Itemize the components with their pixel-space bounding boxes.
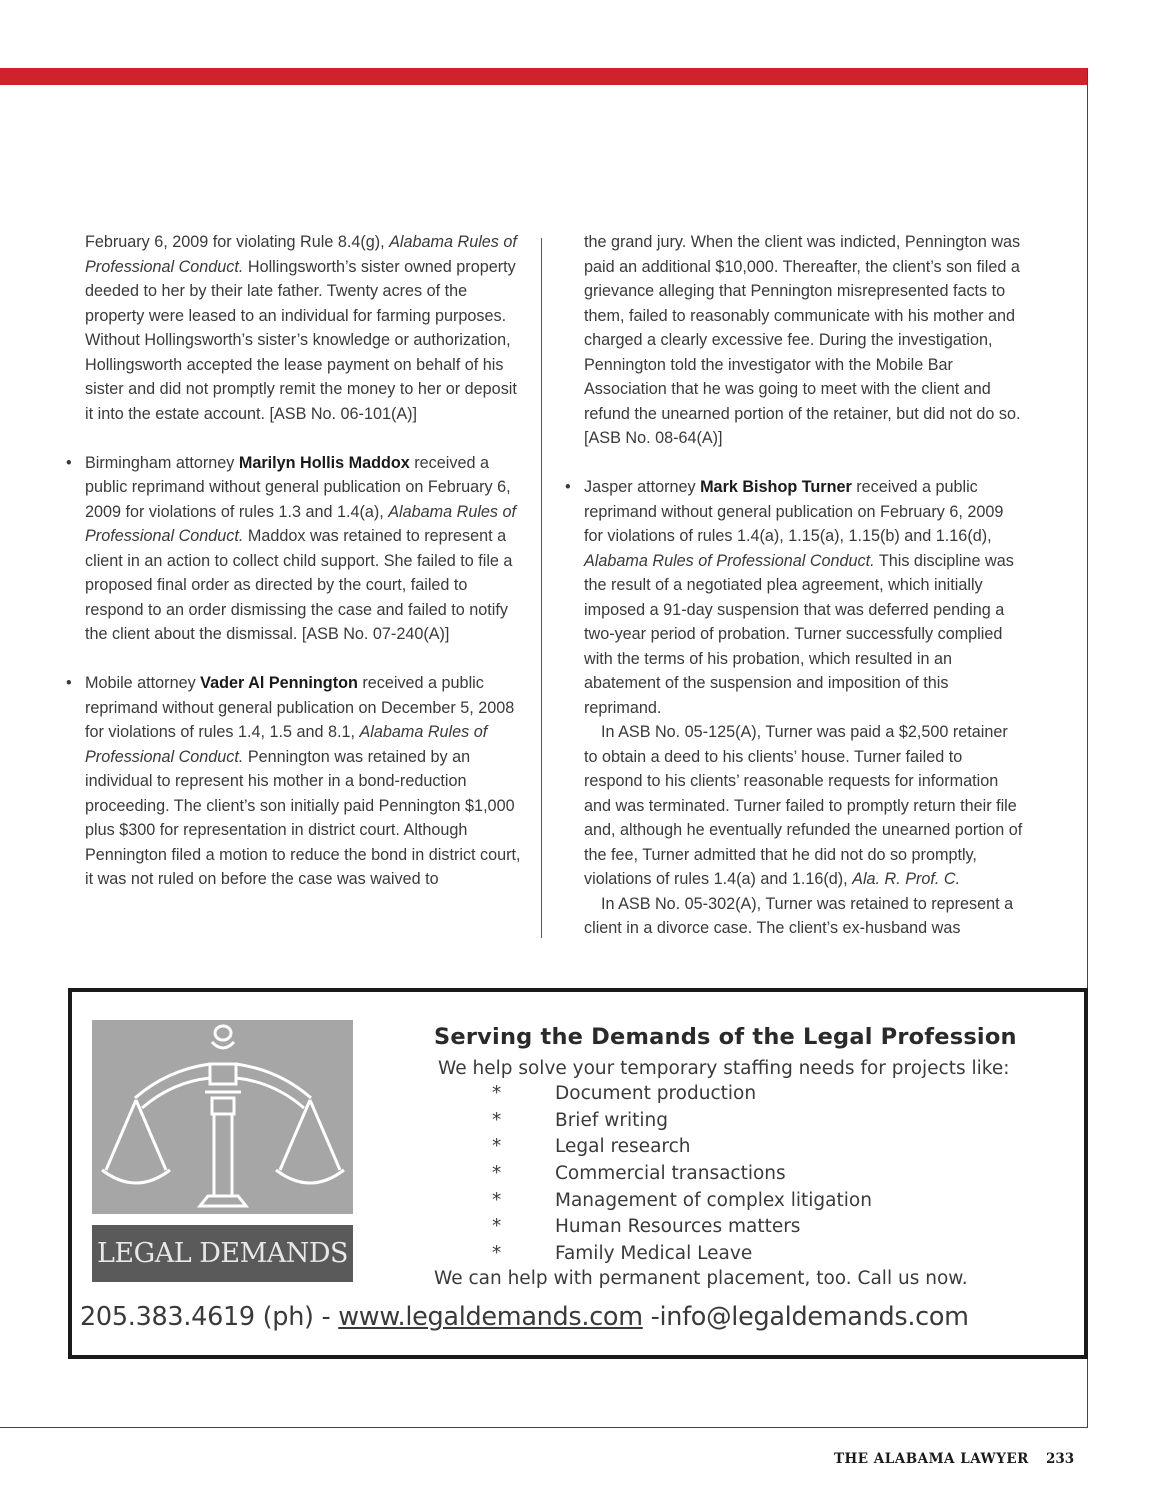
attorney-name: Vader Al Pennington xyxy=(200,674,358,692)
list-item: * Document production xyxy=(434,1081,1074,1108)
turner-case-05-125-paragraph: In ASB No. 05-125(A), Turner was paid a $2,500 retainer to obtain a deed to his clients’ house. Turner failed to respond to his clients’ reasonable requests for information and was terminated. Turner failed to promptly return their file and, although he eventually refunded the unearned portion of the fee, Turner admitted that he did not do so promptly, violations of rules 1.4(a) and 1.16(d), Ala. R. Prof. C. xyxy=(584,723,1023,888)
hollingsworth-paragraph: February 6, 2009 for violating Rule 8.4(g), Alabama Rules of Professional Conduct. Hollingsworth’s sister owned property deeded to her by their late father. Twenty acres of the property were leased to an individual for farming purposes. Without Hollingsworth’s sister’s knowledge or authorization, Hollingsworth accepted the lease payment on behalf of his sister and did not promptly remit the money to her or deposit it into the estate account. [ASB No. 06-101(A)] xyxy=(85,233,517,423)
list-item: * Management of complex litigation xyxy=(434,1188,1074,1215)
asterisk-icon: * xyxy=(492,1216,502,1238)
asterisk-icon: * xyxy=(492,1243,502,1265)
publication-name: THE ALABAMA LAWYER xyxy=(834,1451,1029,1467)
right-column xyxy=(565,230,1024,941)
ad-copy xyxy=(434,1024,1074,1289)
pennington-continued-paragraph: the grand jury. When the client was indicted, Pennington was paid an additional $10,000. Thereafter, the client’s son filed a grievance alleging that Pennington misrepresented facts to them, failed to reasonably communicate with his mother and charged a clearly excessive fee. During the investigation, Pennington told the investigator with the Mobile Bar Association that he was going to meet with the client and refund the unearned portion of the retainer, but did not do so. [ASB No. 08-64(A)] xyxy=(584,233,1021,447)
asterisk-icon: * xyxy=(492,1163,502,1185)
legal-demands-logo xyxy=(92,1020,353,1282)
page-bottom-rule xyxy=(0,1427,1088,1428)
attorney-name: Mark Bishop Turner xyxy=(700,478,852,496)
asterisk-icon: * xyxy=(492,1109,502,1131)
ad-headline: Serving the Demands of the Legal Profession xyxy=(434,1024,1017,1050)
list-item: * Brief writing xyxy=(434,1108,1074,1135)
left-column xyxy=(66,230,525,916)
header-red-bar xyxy=(0,68,1088,85)
page-number: 233 xyxy=(1046,1451,1075,1467)
ad-call-to-action: We can help with permanent placement, too. Call us now. xyxy=(434,1267,968,1289)
asterisk-icon: * xyxy=(492,1136,502,1158)
list-item: * Family Medical Leave xyxy=(434,1241,1074,1268)
turner-entry: • Jasper attorney Mark Bishop Turner received a public reprimand without general publication on February 6, 2009 for violations of rules 1.4(a), 1.15(a), 1.15(b) and 1.16(d), Alabama Rules of Professional Conduct. This discipline was the result of a negotiated plea agreement, which initially imposed a 91-day suspension that was deferred pending a two-year period of probation. Turner successfully complied with the terms of his probation, which resulted in an abatement of the suspension and imposition of this reprimand. xyxy=(584,475,1024,720)
list-item: * Human Resources matters xyxy=(434,1214,1074,1241)
pennington-entry: • Mobile attorney Vader Al Pennington received a public reprimand without general publication on December 5, 2008 for violations of rules 1.4, 1.5 and 8.1, Alabama Rules of Professional Conduct. Pennington was retained by an individual to represent his mother in a bond-reduction proceeding. The client’s son initially paid Pennington $1,000 plus $300 for representation in district court. Although Pennington filed a motion to reduce the bond in district court, it was not ruled on before the case was waived to xyxy=(85,671,525,892)
logo-image-panel xyxy=(92,1020,353,1214)
ad-contact-line xyxy=(80,1302,969,1332)
phone-number: 205.383.4619 (ph) - xyxy=(80,1302,339,1332)
service-list xyxy=(434,1081,1074,1268)
column-divider xyxy=(541,238,542,938)
list-item: * Legal research xyxy=(434,1134,1074,1161)
legal-demands-advertisement xyxy=(68,988,1088,1359)
bullet-icon: • xyxy=(565,478,571,496)
bullet-icon: • xyxy=(66,453,72,472)
website-link[interactable]: www.legaldemands.com xyxy=(338,1302,643,1332)
email-address: -info@legaldemands.com xyxy=(642,1302,969,1332)
bullet-icon: • xyxy=(66,674,72,692)
ad-subheadline: We help solve your temporary staffing needs for projects like: xyxy=(438,1058,1010,1079)
logo-wordmark: LEGAL DEMANDS xyxy=(92,1225,353,1282)
attorney-name: Marilyn Hollis Maddox xyxy=(238,453,410,472)
maddox-entry: • Birmingham attorney Marilyn Hollis Maddox received a public reprimand without general publication on February 6, 2009 for violations of rules 1.3 and 1.4(a), Alabama Rules of Professional Conduct. Maddox was retained to represent a client in an action to collect child support. She failed to file a proposed final order as directed by the court, failed to respond to an order dismissing the case and failed to notify the client about the dismissal. [ASB No. 07-240(A)] xyxy=(85,451,525,647)
asterisk-icon: * xyxy=(492,1189,502,1211)
turner-case-05-302-paragraph: In ASB No. 05-302(A), Turner was retained to represent a client in a divorce case. The client’s ex-husband was xyxy=(584,894,1014,937)
list-item: * Commercial transactions xyxy=(434,1161,1074,1188)
scales-of-justice-icon xyxy=(92,1020,353,1214)
asterisk-icon: * xyxy=(492,1083,502,1104)
